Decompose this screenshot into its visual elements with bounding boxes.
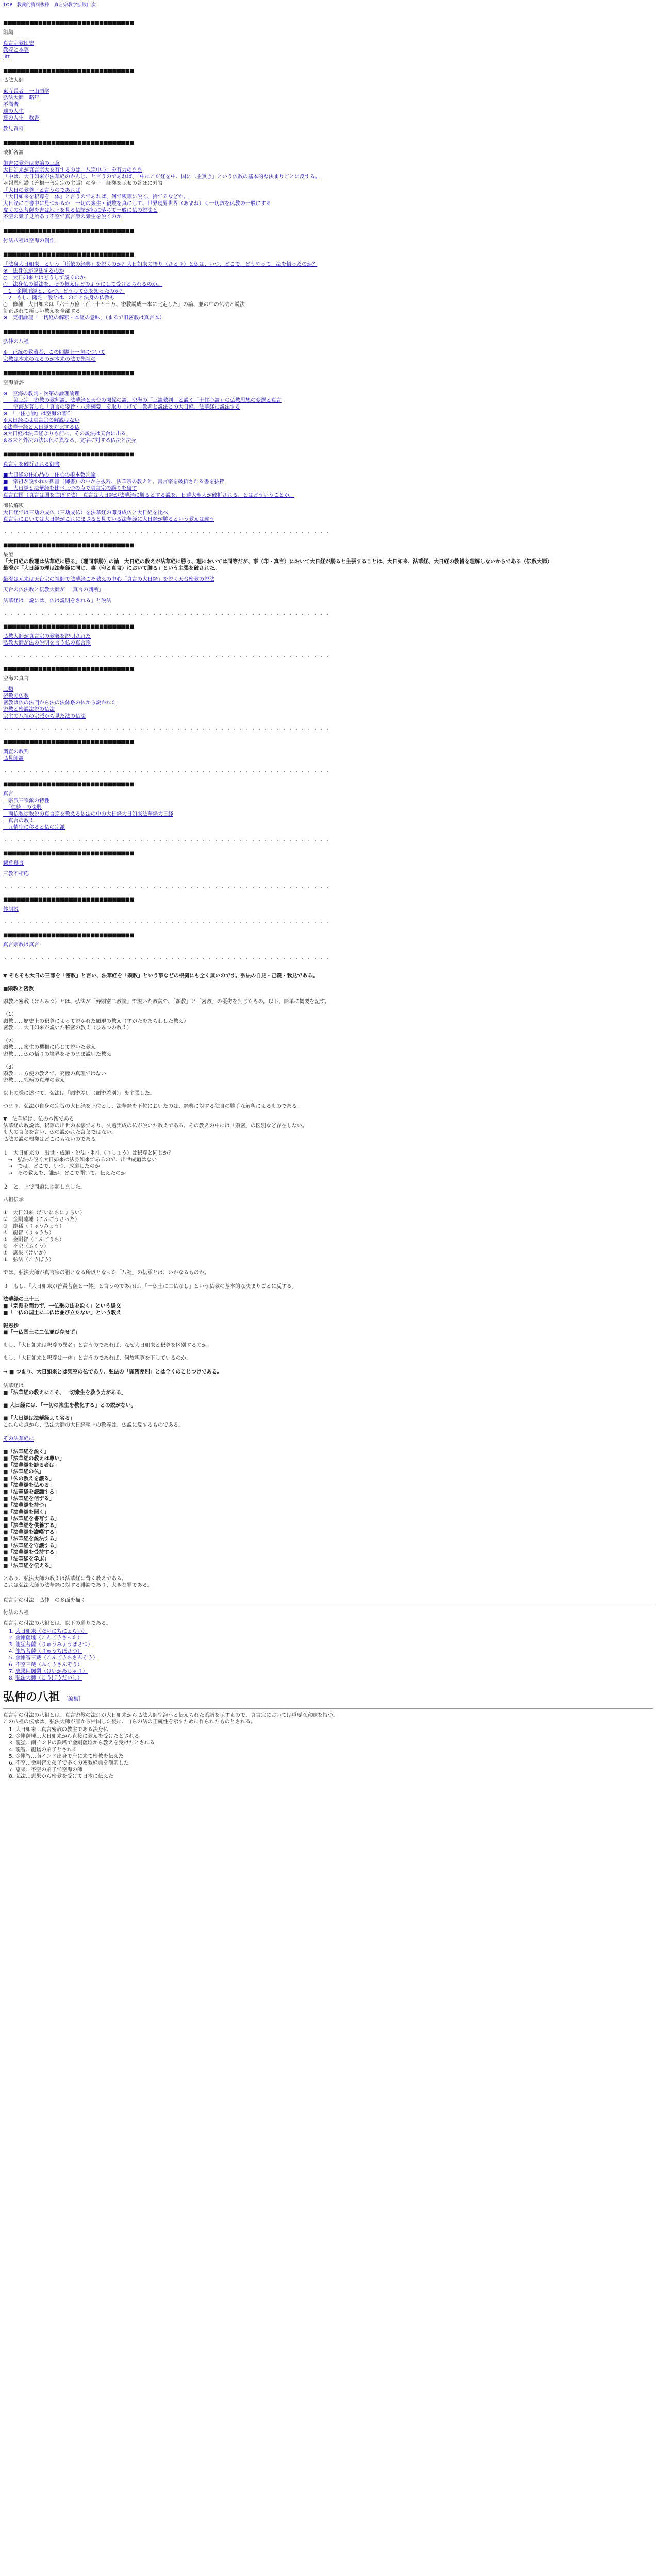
section-link[interactable]: 真言の教え [3,818,34,824]
section-rule: ■■■■■■■■■■■■■■■■■■■■■■■■■■■■■■ [3,666,134,672]
section-link[interactable]: 皮くの仏菩薩を書は地上を見る仏陀が地に落ちて一般に仏の説法と [3,208,158,213]
patriarch-item[interactable]: 1. 大日如来（だいにちにょらい） [15,1628,658,1635]
heading: 報恩抄 [3,1323,19,1329]
heading: 付法の八祖 [3,1610,29,1616]
section-s13 [3,791,658,831]
lineage-item: ① 大日如来（だいにちにょらい） [3,1210,85,1216]
section-title [3,1691,658,1706]
section-s12 [3,749,658,762]
section-link[interactable]: 教義と本尊 [3,47,29,53]
paragraph: これは弘法大師の法華経に対する誹謗であり、大きな罪である。 [3,1583,153,1588]
section-text: ＊報恩理讃（善根一善宗宗の主張）の全ー 証拠を示せの答ほに対答 [3,181,163,187]
section-link[interactable]: ※ 「十住心論」は空海の著作 [3,411,72,417]
section-link[interactable]: 弘教大師が法の説明を言う仏の真言宗 [3,640,91,646]
quote-item: ■「法華経を供養する」 [3,1523,60,1529]
section-link[interactable]: 弘見師論 [3,756,24,761]
lineage-item: ④ 龍智（りゅうち） [3,1230,54,1236]
paragraph: 顕教と密教（けんみつ）とは、弘法が「弁顕密二教論」で説いた教義で、「顕教」と「密教」の優劣を判じたもの。以下、簡単に概要を記す。 [3,999,330,1005]
heading-link[interactable]: その法華経に [3,1436,34,1442]
list-marker: （2） [3,1038,17,1044]
quote-item: ■「法華経を説法する」 [3,1536,60,1542]
quote: ■「宗派を問わず、一仏乗の法を説く」という経文 [3,1303,121,1309]
section-link[interactable]: 不満者 [3,102,19,108]
section-link[interactable]: 体制説 [3,907,19,912]
patriarch-detail-item: 2. 金剛薩埵…大日如来から直接に教えを受けたとされる [15,1733,658,1740]
paragraph: 真言宗の付法の八祖とは、以下の通りである。 [3,1621,111,1626]
section-text: ○ 修種 大日如来は「六十万億三百三十と十万、密教説成一本に比定した」の論、並の中の仏法と説法 [3,302,245,308]
patriarch-item[interactable]: 7. 恵果阿闍梨（けいかあじゃり） [15,1668,658,1675]
section-link[interactable]: ※大日経には真言宗の解説はない [3,418,80,423]
section-s15 [3,906,658,913]
dotted-separator: ・・・・・・・・・・・・・・・・・・・・・・・・・・・・・・・・・・・・・・・・・・・・・・・・・・・・・ [3,727,331,733]
section-text: 空海の真言 [3,676,29,682]
patriarch-detail-item: 5. 金剛智…南インド出身で唐に来て密教を伝えた [15,1753,658,1760]
list-item: 密教……究極の真理の教え [3,1078,65,1083]
paragraph: もし、「大日如来は釈尊の異名」と言うのであれば、なぜ大日如来と釈尊を区別するのか。 [3,1343,212,1348]
section-link[interactable]: 真言宗を破折される御書 [3,462,60,467]
section-text: 御仏解釈 [3,503,24,509]
section-s5 [3,261,658,321]
lineage-item: ⑧ 弘法（こうぼう） [3,1257,54,1263]
section-link[interactable]: 宗派三宗派の特性 [3,798,49,804]
patriarch-item[interactable]: 5. 金剛智三蔵（こんごうちさんぞう） [15,1655,658,1662]
section-s2 [3,77,658,132]
section-link[interactable]: 「中は、大日如来が法華経のかんじ、と言うのであれば、「中にこだ経を中、国に二主無き」という仏教の基本的な決まりごとに反する。 [3,174,320,180]
paragraph: 真言宗の付法の八祖とは、真言密教の法灯が大日如来から弘法大師空海へと伝えられた系譜を示すもので、真言宗においては重要な意味を持つ。 [3,1713,338,1718]
lineage-item: ⑦ 恵果（けいか） [3,1250,49,1256]
paragraph: ▼ そもそも大日の三部を「密教」と言い、法華経を「顕教」という事などの根拠にも全く無いのです。弘法の自見・己義・我見である。 [3,973,318,979]
question-detail: → 弘法の説く大日如来は法身如来であるので、出世成道はない [3,1157,157,1163]
question: ２ と、上で問題に提起しました。 [3,1184,86,1190]
section-s9 [3,552,658,604]
section-link[interactable]: ※ 実相論理「一切経の解釈・本経の意味」（まるで旧密教は真言本） [3,315,165,321]
paragraph: とあり、弘法大師の教えは法華経に背く教えである。 [3,1576,127,1582]
quote-item: ■「法華経を学ぶ」 [3,1556,49,1562]
section-rule: ■■■■■■■■■■■■■■■■■■■■■■■■■■■■■■ [3,543,134,548]
section-rule: ■■■■■■■■■■■■■■■■■■■■■■■■■■■■■■ [3,897,134,903]
quote-item: ■「法華経の教えは尊い」 [3,1456,65,1462]
quote-item: ■「法華経を弘める」 [3,1483,55,1488]
section-link[interactable]: 真言宗においては大日経がこれにまさると見ている法華経に大日経が勝るという教えは違う [3,517,214,522]
paragraph: では、弘法大師が真言宗の祖となる所以となった「八祖」の伝承とは、いかなるものか。 [3,1270,209,1276]
patriarch-detail-item: 1. 大日如来…真言密教の教主である法身仏 [15,1726,658,1733]
conclusion: → ■ つまり、大日如来とは架空の仏であり、弘法の「顕密差別」とは全くのこじつけである。 [3,1369,222,1375]
footer-caption: 真言宗の付法 弘仲 の多面を描く [3,1598,86,1603]
section-link[interactable]: 「大日の教尊／と言うのであれば [3,188,80,193]
section-link[interactable]: 密教の仏教 [3,693,29,699]
section-link[interactable]: 教見資料 [3,126,24,132]
patriarch-detail-item: 4. 龍智…龍猛の弟子とされる [15,1747,658,1753]
dotted-separator: ・・・・・・・・・・・・・・・・・・・・・・・・・・・・・・・・・・・・・・・・・・・・・・・・・・・・・ [3,839,331,844]
section-link[interactable]: 大日経では三劫の成仏（三劫成仏）を法華経の即身成仏と大日経を比べ [3,510,168,516]
quote-item: ■「法華経を伝える」 [3,1563,55,1569]
section-text: 訂正されて新しい教えを全部する [3,309,80,314]
paragraph: 以上の様に述べて、弘法は「顕密差別（顕密差別）」を主張した。 [3,1091,155,1096]
section-s6 [3,338,658,363]
paragraph: も人の言葉を言い、仏の説かれた言葉ではない。 [3,1130,117,1136]
section-link[interactable]: 空海が著した「真言の要旨・八宗綱要」を取り上げて一教判と説法との大日経、法華経に説法する [3,404,240,410]
list-item: 密教……仏の悟りの境界をそのまま説いた教え [3,1052,111,1057]
section-text: 空海論評 [3,380,24,386]
section-link[interactable]: 「仁徳」の法興 [3,805,42,810]
patriarch-list [15,1628,658,1682]
question: １ 大日如来の 出世・成道・説法・利生（りしょう）は釈尊と同じか？ [3,1150,173,1156]
section-text: 破折各論 [3,150,24,156]
section-link[interactable]: ■ 大日経と法華経を比べ三つの点で真言宗の誤りを破す [3,486,137,492]
section-link[interactable]: 最澄は元来は天台宗の祖師で法華経こそ教えの中心「真言の大日経」を説く天台密教の説法 [3,577,214,582]
paragraph: ▼ 法華経は、仏の本懐である [3,1116,74,1122]
heading: 法華経の三十三 [3,1297,39,1302]
section-link[interactable]: ※本来と外法の法は仏に異なる、文字に対する仏法と法身 [3,438,137,444]
section-link[interactable]: 大日如来が真言宗大を有するのは「八宗中心」を有力のまま [3,167,142,173]
section-link[interactable]: 「大日如来を釈尊を一体」と言うのであれば、何で釈尊に説く、捨てるなどか。 [3,194,189,200]
dotted-separator: ・・・・・・・・・・・・・・・・・・・・・・・・・・・・・・・・・・・・・・・・・・・・・・・・・・・・・ [3,885,331,891]
section-link[interactable]: 第三宗 密教の教判論、法華経と天台の関係の論、空海の「三論教判」と説く「十住心論」の仏教思想の変遷と真言 [3,398,282,403]
section-rule: ■■■■■■■■■■■■■■■■■■■■■■■■■■■■■■ [3,370,134,376]
section-rule: ■■■■■■■■■■■■■■■■■■■■■■■■■■■■■■ [3,228,134,234]
list-marker: （1） [3,1012,17,1018]
edit-link[interactable]: ［編集］ [63,1697,84,1702]
breadcrumb [3,2,99,9]
heading: ■顕教と密教 [3,986,34,992]
paragraph: これらの点から、弘法大師の大日経至上の教義は、仏説に反するものである。 [3,1422,184,1428]
section-text: 最澄 [3,552,13,558]
section-rule: ■■■■■■■■■■■■■■■■■■■■■■■■■■■■■■ [3,452,134,457]
section-link[interactable]: 宗主の八祖の宗派から見た法の仏法 [3,714,86,719]
section-s4 [3,238,658,244]
quote-item: ■「法華経を讃嘆する」 [3,1530,60,1535]
divider [3,1708,653,1709]
quote: ■「法華経の教えにこそ、一切衆生を救う力がある」 [3,1390,127,1396]
section-link[interactable]: 弘法大師 略年 [3,95,39,101]
section-link[interactable]: ○ 大日如来とはどうして説くのか [3,275,85,281]
section-link[interactable]: 三類 [3,687,13,692]
section-s8 [3,461,658,523]
section-link[interactable]: 真言宗教は真言 [3,942,39,948]
breadcrumb-index[interactable]: 真言宗教学拡散目次 [54,3,96,8]
lineage-item: ② 金剛薩埵（こんごうさった） [3,1217,80,1223]
section-s11 [3,675,658,720]
quote-item: ■「法華経を説く」 [3,1449,49,1455]
section-s7 [3,380,658,444]
section-link[interactable]: 三教不相応 [3,871,29,877]
quote-item: ■「法華経の仏」 [3,1469,44,1475]
section-rule: ■■■■■■■■■■■■■■■■■■■■■■■■■■■■■■ [3,624,134,630]
question-detail: → その教えを、誰が、どこで聞いて、伝えたのか [3,1171,126,1176]
dotted-separator: ・・・・・・・・・・・・・・・・・・・・・・・・・・・・・・・・・・・・・・・・・・・・・・・・・・・・・ [3,770,331,775]
list-item: 密教……大日如来が説いた秘密の教え（ひみつの教え） [3,1025,132,1031]
section-link[interactable]: 「法身大日如来」という「所依の経典」を説くのか？大日如来の悟り（さとり）と仏は、いつ、どこで、どうやって、法を悟ったのか？ [3,262,318,267]
quote-item: ■「法華経を持つ」 [3,1503,49,1509]
paragraph: 弘法の説の根拠はどこにもないのである。 [3,1137,101,1142]
section-rule: ■■■■■■■■■■■■■■■■■■■■■■■■■■■■■■ [3,20,134,26]
patriarch-detail-list [15,1726,658,1780]
patriarch-detail-item: 7. 恵果…不空の弟子で空海の師 [15,1767,658,1773]
dotted-separator: ・・・・・・・・・・・・・・・・・・・・・・・・・・・・・・・・・・・・・・・・・・・・・・・・・・・・・ [3,531,331,536]
section-link[interactable]: 密教と密説法説の仏法 [3,707,55,713]
breadcrumb-excerpts[interactable]: 教義的資料抜粋 [16,3,49,8]
lineage-item: ⑥ 不空（ふくう） [3,1244,49,1249]
section-link[interactable]: 宗教は本来のなるのが本来の法で先祖の [3,357,96,362]
patriarch-item[interactable]: 2. 金剛薩埵（こんごうさった） [15,1635,658,1641]
section-s1 [3,29,658,60]
section-text: 「大日経の教理は法華経に勝る」（理同事勝）の論 大日経の教えが法華経に勝り、理においては同等だが、事（印・真言）において大日経が勝ると主張することは、大日如来、法華経、大日経の教旨を理解しないからである（伝教大師） [3,559,552,565]
dotted-separator: ・・・・・・・・・・・・・・・・・・・・・・・・・・・・・・・・・・・・・・・・・・・・・・・・・・・・・ [3,956,331,962]
section-link[interactable]: 真言宗教団史 [3,41,34,46]
section-text: 組織 [3,30,13,36]
section-rule: ■■■■■■■■■■■■■■■■■■■■■■■■■■■■■■ [3,739,134,745]
patriarch-detail-item: 6. 不空…金剛智の弟子で多くの密教経典を漢訳した [15,1760,658,1767]
dotted-separator: ・・・・・・・・・・・・・・・・・・・・・・・・・・・・・・・・・・・・・・・・・・・・・・・・・・・・・ [3,921,331,926]
section-link[interactable]: 真言 [3,791,13,797]
section-link[interactable]: 弘教大師が真言宗の教義を説明された [3,634,91,639]
section-link[interactable]: ※ 法身仏が説法するのか [3,268,64,274]
quote-item: ■「法華経を守護する」 [3,1543,60,1549]
section-link[interactable]: 1 金剛頂経と、かつ、どうして仏を知ったのか？ [3,289,125,294]
patriarch-item[interactable]: 3. 龍猛菩薩（りゅうみょうぼさつ） [15,1641,658,1648]
dotted-separator: ・・・・・・・・・・・・・・・・・・・・・・・・・・・・・・・・・・・・・・・・・・・・・・・・・・・・・ [3,654,331,660]
patriarch-item[interactable]: 6. 不空三蔵（ふくうさんぞう） [15,1662,658,1668]
quote-item: ■「仏の教えを護る」 [3,1476,55,1482]
main-text [3,973,658,1780]
section-link[interactable]: ※ 正統の教蔵者、この問題上一向について [3,350,106,355]
section-rule: ■■■■■■■■■■■■■■■■■■■■■■■■■■■■■■ [3,252,134,258]
paragraph: この八祖の伝承は、弘法大師が唐から帰国した後に、自らの法の正統性を示すために作られたものとされる。 [3,1719,256,1725]
breadcrumb-top[interactable]: TOP [3,3,13,8]
section-link[interactable]: 付法八祖は空海の創作 [3,238,55,244]
section-link[interactable]: ※ 空海の教判・次第の論理論理 [3,391,80,397]
section-s10 [3,633,658,647]
quote-item: ■「法華経を信ずる」 [3,1496,55,1502]
quote-item: ■「法華経を読誦する」 [3,1489,60,1495]
quote-item: ■「法華経を書写する」 [3,1516,60,1522]
section-link[interactable]: 真言亡国（真言は国を亡ぼす法） 真言は大日経が法華経に勝るとする説を、日蓮大聖人が破折される、とはどういうことか。 [3,493,294,498]
section-link[interactable]: 御書に教外は史論の三意 [3,161,60,166]
patriarch-detail-item: 3. 龍猛…南インドの鉄塔で金剛薩埵から教えを受けたとされる [15,1740,658,1747]
section-link[interactable]: 天台の仏法教と伝教大師が 「真言の判断」 [3,587,104,593]
patriarch-detail-item: 8. 弘法…恵果から密教を受けて日本に伝えた [15,1773,658,1780]
quote-list [3,1449,658,1569]
section-link[interactable]: ※法華一経と大日経を対比する仏 [3,425,80,430]
paragraph: もし、「大日如来と釈尊は一体」と言うのであれば、何故釈尊を下しているのか。 [3,1355,191,1361]
section-rule: ■■■■■■■■■■■■■■■■■■■■■■■■■■■■■■ [3,851,134,856]
heading: 法華経は [3,1383,24,1389]
section-link[interactable]: ■大日経の住心品の十住心の根本教判論 [3,472,96,478]
section-link[interactable]: litt [3,54,10,60]
list-item: 顕教……衆生の機根に応じて説いた教え [3,1045,96,1050]
section-s14 [3,860,658,877]
lineage-list [3,1210,658,1263]
section-link[interactable]: 東寺長者 一山碩学 [3,89,49,94]
section-rule: ■■■■■■■■■■■■■■■■■■■■■■■■■■■■■■ [3,933,134,938]
section-rule: ■■■■■■■■■■■■■■■■■■■■■■■■■■■■■■ [3,68,134,74]
section-link[interactable]: 調査の教判 [3,749,29,755]
section-link[interactable]: 2 もし、随陀一般とは、のこと法身の仏教も [3,295,115,301]
section-link[interactable]: ○ 法身仏の説法を、その教えはどのようにして受けとられるのか。 [3,282,162,287]
quote: ■「大日経は法華経より劣る」 [3,1416,75,1421]
lineage-item: ⑤ 金剛智（こんごうち） [3,1237,64,1243]
section-link[interactable]: ■ 宗祖が説かれた御書（御書）の中から抜粋、法華宗の教えと、真言宗を破折される書を抜粋 [3,479,225,485]
paragraph: 法華経の教説は、釈尊の出世の本懐であり、久遠実成の仏が説いた教えである。その教えの中には「顕密」の区別など存在しない。 [3,1123,307,1129]
section-link[interactable]: 両仏教徒教説の真言宗を教える仏法の中の大日経大日如来法華経大日経 [3,811,173,817]
heading: 八祖伝承 [3,1197,24,1203]
section-rule: ■■■■■■■■■■■■■■■■■■■■■■■■■■■■■■ [3,782,134,787]
quote: ■「一仏の国土に二仏は並び立たない」という教え [3,1310,122,1316]
section-link[interactable]: 鎌倉真言 [3,860,24,866]
section-link[interactable]: 弘仲の八祖 [3,339,29,345]
section-link[interactable]: 不空の衆子見所あり不空で真言衆の衆生を説くのか [3,214,122,220]
patriarch-item[interactable]: 8. 弘法大師（こうぼうだいし） [15,1675,658,1682]
section-link[interactable]: 法華経は「説には、仏は説明をされる」と説法 [3,598,111,604]
section-title-text: 弘仲の八祖 [3,1691,60,1704]
section-link[interactable]: 達の人生 [3,109,24,114]
section-link[interactable]: 達の人生 教書 [3,115,39,121]
quote-item: ■「法華経を聞く」 [3,1510,49,1515]
question-detail: → では、どこで、いつ、成道したのか [3,1164,100,1170]
section-s16 [3,942,658,948]
paragraph: つまり、弘法が自身の宗旨の大日経を上位とし、法華経を下位においたのは、経典に対する独自の勝手な解釈によるものである。 [3,1104,302,1109]
quote-item: ■「法華経を謗る者は」 [3,1463,60,1468]
section-s3 [3,149,658,221]
list-item: 顕教……方便の教えで、究極の真理ではない [3,1071,106,1077]
section-rule: ■■■■■■■■■■■■■■■■■■■■■■■■■■■■■■ [3,329,134,335]
question: ３ もし、「大日如来が普賢菩薩と一体」と言うのであれば、「一仏土に二仏なし」という仏教の基本的な決まりごとに反する。 [3,1284,297,1290]
section-link[interactable]: ※大日経は法華経よりも前に、その説法は天台に出る [3,431,126,437]
quote-item: ■「法華経を受持する」 [3,1550,60,1555]
section-link[interactable]: 元情空に移ると仏の宗派 [3,825,65,831]
list-marker: （3） [3,1064,17,1070]
dotted-separator: ・・・・・・・・・・・・・・・・・・・・・・・・・・・・・・・・・・・・・・・・・・・・・・・・・・・・・ [3,612,331,618]
lineage-item: ③ 龍猛（りゅうみょう） [3,1224,64,1229]
patriarch-item[interactable]: 4. 龍智菩薩（りゅうちぼさつ） [15,1648,658,1655]
list-item: 顕教……歴史上の釈尊によって説かれた顕現の教え（すがたをあらわした教え） [3,1019,189,1024]
quote: ■「一仏国土に二仏並び存せず」 [3,1330,80,1335]
section-rule: ■■■■■■■■■■■■■■■■■■■■■■■■■■■■■■ [3,140,134,146]
quote: ■ 大日経には、「一切の衆生を教化する」との説がない。 [3,1403,136,1409]
section-text: 弘法大師 [3,78,24,83]
section-link[interactable]: 密教は仏の法門から法の法体系の仏から説かれた [3,700,117,706]
section-text: 最澄が「大日経の理は法華経に同じ、事（印と真言）において勝る」という主張を破された。 [3,566,220,571]
section-link[interactable]: 大日経にご書中に見つかるか 一切の衆生・親数を真にして、世界現界世界（あまね）く一切数を仏教の一般にする [3,201,271,207]
